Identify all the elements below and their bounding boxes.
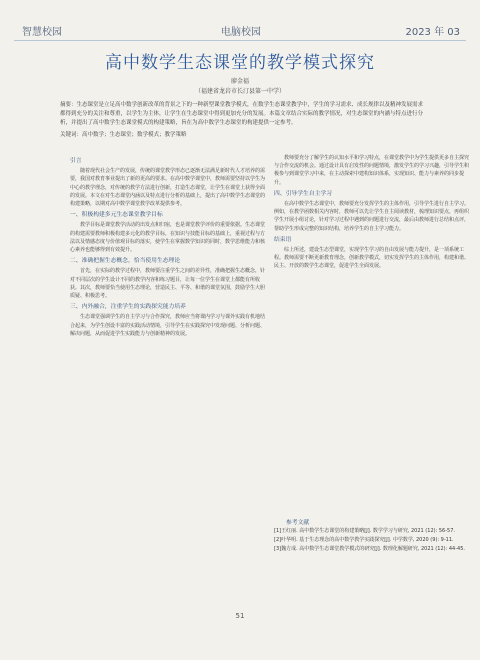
section3-heading: 三、内外融合，注重学生的实践探究能力培养 [70,304,186,311]
article-abstract: 摘要：生态课堂是立足高中数学创新改革的背景之下的一种新型课堂教学模式，在数学生态课堂教学中，学生的学习需求、成长规律以及精神发展需求都得到充分的关注和尊重，以学生为主体，让学生在生态课堂中得到更加充分的发展。本篇文章结合实际的教学情况，对生态课堂的内涵与特点进行分析，并提出了高中数学生态课堂模式的构建策略，旨在为高中数学生态课堂的构建提供一定参考。 [60,102,424,126]
left-column [70,154,266,340]
section4-heading: 四、引导学生自主学习 [274,190,332,197]
conclusion-paragraph: 综上所述，建设生态型课堂，实现学生学习的自由发展与能力提升，是一项系统工程。教师需要不断更新教育理念，创新教学模式，切实发挥学生的主体作用，构建和谐、民主、开放的数学生态课堂，促进学生全面发展。 [274,247,470,270]
section2-heading: 二、准确把握生态概念，恰当使用生态理论 [70,258,181,265]
reference-item: [1]王红丽. 高中数学生态课堂的构建策略[J]. 数学学习与研究, 2021 (12): 56-57. [274,528,455,534]
right-column [274,154,470,273]
section1-heading: 一、积极构建多元生态课堂教学目标 [70,212,163,219]
header-issue-date: 2023 年 03 [405,27,460,38]
reference-item: [2]叶华明. 基于生态理念的高中数学教学实践探究[J]. 中学数学, 2020 (9): 9-11. [274,537,454,543]
references-heading: 参考文献 [286,520,310,526]
article-affiliation: （福建省龙岩市长汀县第一中学） [194,88,285,95]
right-paragraph-1: 教师要充分了解学生的认知水平和学习特点，在课堂教学中为学生提供更多自主探究与合作交流的机会。通过设计具有启发性的问题情境，激发学生的学习兴趣，引导学生积极参与到课堂学习中来，在主动探索中建构知识体系，实现知识、能力与素养的同步提升。 [274,155,470,186]
section4-paragraph: 在高中数学生态课堂中，教师要充分发挥学生的主体作用，引导学生进行自主学习。例如，在教学函数相关内容时，教师可以先让学生自主阅读教材，梳理知识要点，再组织学生开展小组讨论，针对学习过程中遇到的问题进行交流，最后由教师进行总结和点评，帮助学生形成完整的知识结构，培养学生的自主学习能力。 [274,201,470,232]
section2-paragraph: 首先，在实际的教学过程中，教师要注重学生之间的差异性，准确把握生态概念，针对不同层次的学生设计不同的教学内容和练习题目，让每一位学生在课堂上都能有所收获。其次，教师要恰当使用生态理论，营造民主、平等、和谐的课堂氛围，鼓励学生大胆质疑、积极思考。 [70,268,266,300]
article-title: 高中数学生态课堂的教学模式探究 [105,53,375,73]
references-list [274,527,470,554]
header-center-label: 电脑校园 [221,27,261,38]
conclusion-heading: 结束语 [274,236,292,243]
intro-paragraph: 随着现代社会生产的发展，传统的课堂教学形态已逐渐无法满足新时代人才培养的需要，我国对教育事业提出了新的更高的要求。在高中数学课堂中，教师需要坚持以学生为中心的教学理念，对传统的教学方法进行创新，打造生态课堂，让学生在课堂上获得全面的发展。本文在对生态课堂内涵以及特点进行分析的基础上，提出了高中数学生态课堂的构建策略，以期对高中数学课堂教学改革提供参考。 [70,168,266,208]
section1-paragraph: 教学目标是课堂教学活动的出发点和归宿，也是课堂教学评价的重要依据。生态课堂的构建需要教师积极构建多元化的教学目标，在知识与技能目标的基础上，重视过程与方法以及情感态度与价值观目标的落实，使学生在掌握数学知识的同时，数学思维能力和核心素养也能够得到有效提升。 [70,222,266,254]
page-header [14,18,466,41]
section3-paragraph: 生态课堂强调学生的自主学习与合作探究，教师应当将课内学习与课外实践有机地结合起来，为学生创设丰富的实践活动情境，引导学生在实践探究中发现问题、分析问题、解决问题，从而促进学生实践能力与创新精神的发展。 [70,314,266,337]
intro-heading: 引言 [70,158,82,164]
article-keywords: 关键词：高中数学；生态课堂；数学模式；教学策略 [60,132,187,138]
article-author: 廖金福 [230,78,249,85]
header-left-label: 智慧校园 [22,27,62,38]
page-number: 51 [235,612,245,620]
reference-item: [3]魏方成. 高中数学生态课堂教学模式的研究[J]. 数理化解题研究, 2021 (12): 44-45. [274,546,465,552]
